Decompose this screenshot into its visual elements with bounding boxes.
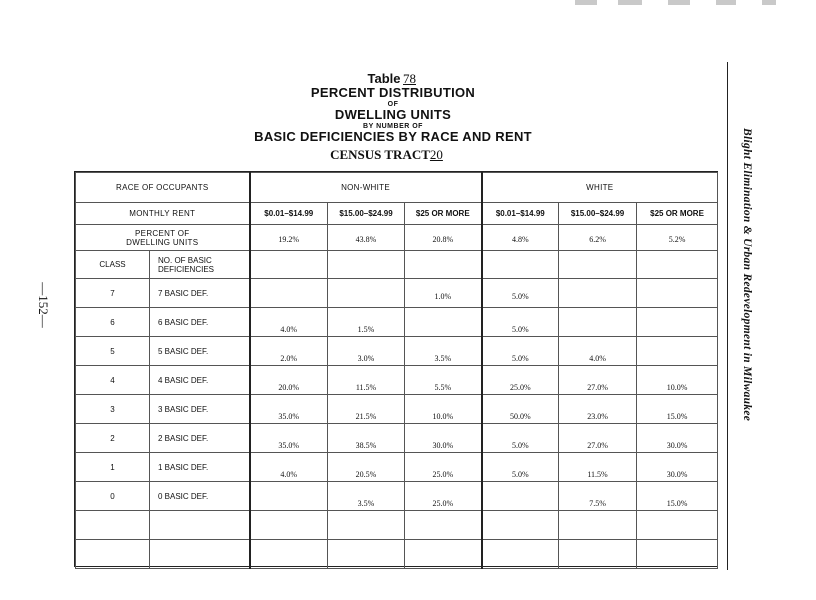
percent-cell: 11.5% (559, 453, 637, 482)
percent-cell: 30.0% (637, 453, 718, 482)
percent-cell: 4.0% (559, 337, 637, 366)
empty-row (76, 540, 718, 569)
monthly-rent-header: MONTHLY RENT (76, 203, 250, 225)
percent-cell (405, 308, 482, 337)
percent-cell (328, 279, 405, 308)
title-line-1: PERCENT DISTRIBUTION (310, 85, 476, 101)
percent-cell: 3.5% (405, 337, 482, 366)
deficiency-table (74, 171, 718, 567)
table-label: Table 78 (0, 72, 786, 86)
page-number: —152— (35, 282, 51, 328)
percent-cell: 5.0% (482, 308, 559, 337)
percent-cell: 4.0% (250, 308, 328, 337)
percent-cell: 25.0% (482, 366, 559, 395)
table-row (76, 482, 718, 511)
percent-value: 43.8% (328, 225, 405, 251)
rent-range-header: $15.00–$24.99 (328, 203, 405, 225)
percent-of-dwelling-units-header: PERCENT OF DWELLING UNITS (76, 225, 250, 251)
rent-range-header: $25 OR MORE (405, 203, 482, 225)
percent-cell: 15.0% (637, 482, 718, 511)
percent-cell: 11.5% (328, 366, 405, 395)
empty-row (76, 511, 718, 540)
table-row (76, 395, 718, 424)
class-header: CLASS (76, 251, 150, 279)
percent-value: 19.2% (250, 225, 328, 251)
table-row (76, 337, 718, 366)
class-cell: 3 (76, 395, 150, 424)
title-line-4: BY NUMBER OF (363, 122, 423, 130)
top-edge-marks (0, 0, 816, 8)
deficiency-label-cell: 5 BASIC DEF. (150, 337, 250, 366)
percent-cell: 30.0% (405, 424, 482, 453)
percent-cell (637, 337, 718, 366)
percent-cell: 5.0% (482, 424, 559, 453)
title-line-5: BASIC DEFICIENCIES BY RACE AND RENT (254, 129, 532, 145)
rent-range-header: $15.00–$24.99 (559, 203, 637, 225)
table-row (76, 453, 718, 482)
percent-cell: 21.5% (328, 395, 405, 424)
percent-cell: 3.0% (328, 337, 405, 366)
percent-cell: 30.0% (637, 424, 718, 453)
deficiency-label-cell: 1 BASIC DEF. (150, 453, 250, 482)
percent-cell: 25.0% (405, 482, 482, 511)
percent-cell: 1.0% (405, 279, 482, 308)
deficiencies-header: NO. OF BASIC DEFICIENCIES (150, 251, 250, 279)
deficiency-label-cell: 2 BASIC DEF. (150, 424, 250, 453)
percent-cell (637, 308, 718, 337)
percent-value: 5.2% (637, 225, 718, 251)
table-number: 78 (403, 71, 416, 86)
class-cell: 5 (76, 337, 150, 366)
non-white-header: NON-WHITE (250, 173, 482, 203)
percent-cell: 5.0% (482, 453, 559, 482)
percent-cell: 27.0% (559, 366, 637, 395)
percent-cell: 2.0% (250, 337, 328, 366)
percent-cell: 38.5% (328, 424, 405, 453)
percent-cell (250, 482, 328, 511)
percent-cell: 5.0% (482, 279, 559, 308)
table-title-block (0, 72, 786, 162)
table-row (76, 308, 718, 337)
percent-cell (637, 279, 718, 308)
deficiency-label-cell: 0 BASIC DEF. (150, 482, 250, 511)
census-tract-label: CENSUS TRACT20 (0, 148, 786, 162)
deficiency-label-cell: 3 BASIC DEF. (150, 395, 250, 424)
class-cell: 1 (76, 453, 150, 482)
percent-cell (559, 279, 637, 308)
deficiency-label-cell: 6 BASIC DEF. (150, 308, 250, 337)
percent-value: 20.8% (405, 225, 482, 251)
percent-value: 4.8% (482, 225, 559, 251)
percent-value: 6.2% (559, 225, 637, 251)
deficiency-label-cell: 7 BASIC DEF. (150, 279, 250, 308)
table-row (76, 279, 718, 308)
percent-cell: 35.0% (250, 424, 328, 453)
class-cell: 0 (76, 482, 150, 511)
percent-cell: 25.0% (405, 453, 482, 482)
percent-cell (250, 279, 328, 308)
percent-cell (559, 308, 637, 337)
class-cell: 4 (76, 366, 150, 395)
percent-cell: 5.5% (405, 366, 482, 395)
percent-cell: 7.5% (559, 482, 637, 511)
percent-cell: 5.0% (482, 337, 559, 366)
percent-cell: 10.0% (637, 366, 718, 395)
white-header: WHITE (482, 173, 718, 203)
table-row (76, 424, 718, 453)
class-cell: 7 (76, 279, 150, 308)
margin-rule (727, 62, 728, 570)
title-line-3: DWELLING UNITS (334, 107, 452, 123)
class-cell: 6 (76, 308, 150, 337)
census-tract-number: 20 (429, 146, 443, 162)
title-line-2: OF (387, 100, 399, 108)
rent-range-header: $25 OR MORE (637, 203, 718, 225)
table-row (76, 366, 718, 395)
race-of-occupants-header: RACE OF OCCUPANTS (76, 173, 250, 203)
percent-cell (482, 482, 559, 511)
rent-range-header: $0.01–$14.99 (250, 203, 328, 225)
percent-cell: 35.0% (250, 395, 328, 424)
percent-cell: 10.0% (405, 395, 482, 424)
rent-range-header: $0.01–$14.99 (482, 203, 559, 225)
percent-cell: 20.0% (250, 366, 328, 395)
percent-cell: 1.5% (328, 308, 405, 337)
percent-cell: 15.0% (637, 395, 718, 424)
deficiency-label-cell: 4 BASIC DEF. (150, 366, 250, 395)
percent-cell: 50.0% (482, 395, 559, 424)
running-title: Blight Elimination & Urban Redevelopment in Milwaukee (741, 128, 753, 422)
percent-cell: 27.0% (559, 424, 637, 453)
class-cell: 2 (76, 424, 150, 453)
percent-cell: 4.0% (250, 453, 328, 482)
percent-cell: 20.5% (328, 453, 405, 482)
percent-cell: 23.0% (559, 395, 637, 424)
percent-cell: 3.5% (328, 482, 405, 511)
